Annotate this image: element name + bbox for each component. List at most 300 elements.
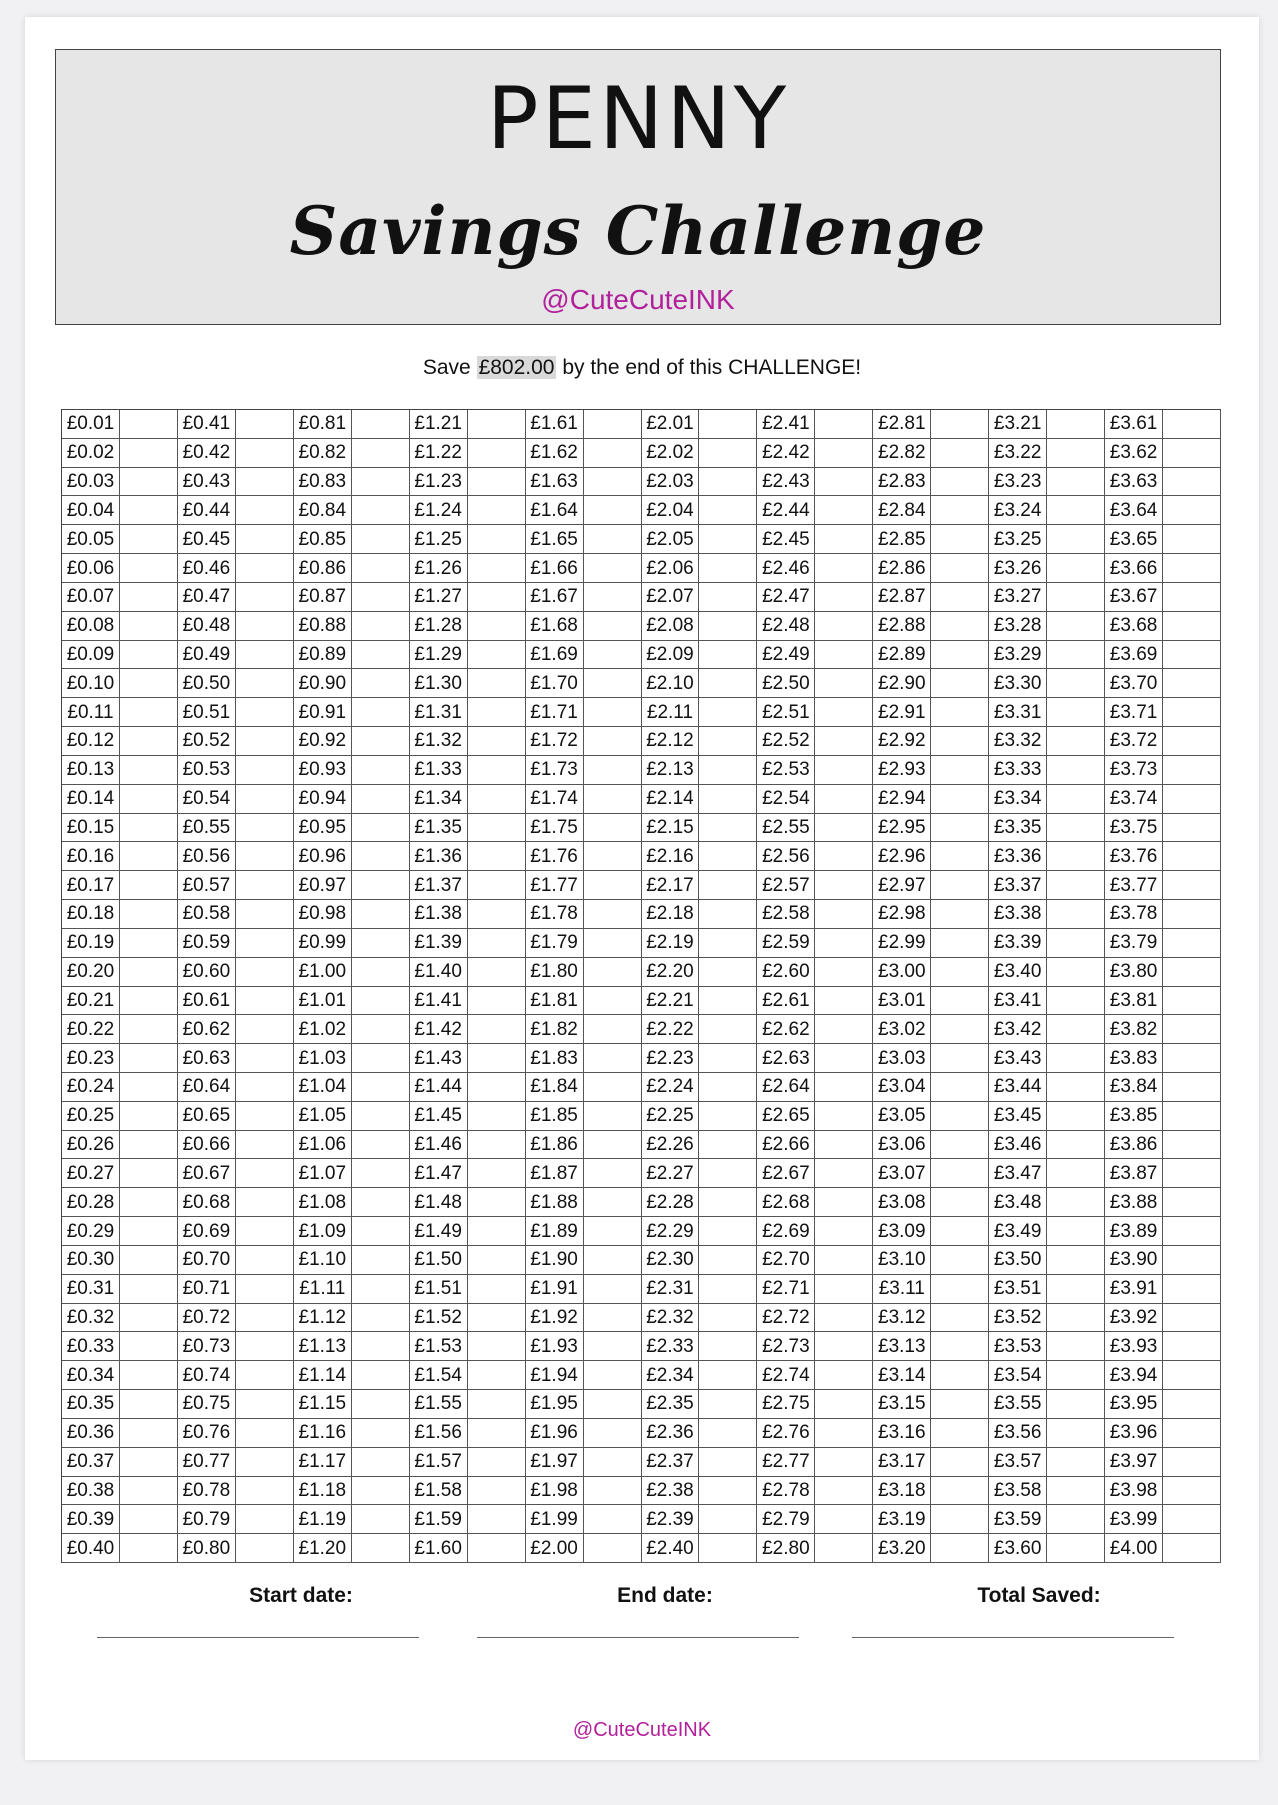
tick-box[interactable] — [584, 525, 642, 554]
tick-box[interactable] — [468, 1044, 526, 1073]
tick-box[interactable] — [352, 842, 410, 871]
tick-box[interactable] — [236, 1275, 294, 1304]
tick-box[interactable] — [236, 756, 294, 785]
tick-box[interactable] — [120, 1448, 178, 1477]
tick-box[interactable] — [1047, 410, 1105, 439]
tick-box[interactable] — [352, 1361, 410, 1390]
tick-box[interactable] — [1047, 525, 1105, 554]
tick-box[interactable] — [815, 1131, 873, 1160]
tick-box[interactable] — [352, 785, 410, 814]
tick-box[interactable] — [815, 727, 873, 756]
tick-box[interactable] — [931, 1477, 989, 1506]
tick-box[interactable] — [352, 468, 410, 497]
tick-box[interactable] — [236, 1102, 294, 1131]
tick-box[interactable] — [120, 698, 178, 727]
tick-box[interactable] — [1163, 958, 1221, 987]
tick-box[interactable] — [815, 641, 873, 670]
tick-box[interactable] — [236, 1534, 294, 1563]
tick-box[interactable] — [815, 554, 873, 583]
tick-box[interactable] — [236, 1159, 294, 1188]
tick-box[interactable] — [815, 1332, 873, 1361]
tick-box[interactable] — [815, 439, 873, 468]
tick-box[interactable] — [352, 439, 410, 468]
tick-box[interactable] — [815, 669, 873, 698]
tick-box[interactable] — [584, 785, 642, 814]
tick-box[interactable] — [931, 814, 989, 843]
tick-box[interactable] — [352, 669, 410, 698]
tick-box[interactable] — [1163, 1332, 1221, 1361]
tick-box[interactable] — [1047, 1534, 1105, 1563]
tick-box[interactable] — [352, 1304, 410, 1333]
tick-box[interactable] — [352, 554, 410, 583]
tick-box[interactable] — [468, 1332, 526, 1361]
tick-box[interactable] — [584, 1477, 642, 1506]
tick-box[interactable] — [699, 669, 757, 698]
tick-box[interactable] — [120, 1332, 178, 1361]
tick-box[interactable] — [468, 1361, 526, 1390]
tick-box[interactable] — [236, 958, 294, 987]
tick-box[interactable] — [815, 1534, 873, 1563]
tick-box[interactable] — [468, 1534, 526, 1563]
tick-box[interactable] — [352, 1534, 410, 1563]
tick-box[interactable] — [1163, 583, 1221, 612]
tick-box[interactable] — [699, 785, 757, 814]
tick-box[interactable] — [931, 1304, 989, 1333]
tick-box[interactable] — [699, 1044, 757, 1073]
tick-box[interactable] — [468, 987, 526, 1016]
tick-box[interactable] — [468, 1073, 526, 1102]
tick-box[interactable] — [120, 1073, 178, 1102]
tick-box[interactable] — [699, 1015, 757, 1044]
tick-box[interactable] — [120, 1505, 178, 1534]
tick-box[interactable] — [931, 929, 989, 958]
tick-box[interactable] — [584, 900, 642, 929]
tick-box[interactable] — [699, 814, 757, 843]
tick-box[interactable] — [352, 1505, 410, 1534]
tick-box[interactable] — [352, 1390, 410, 1419]
tick-box[interactable] — [815, 756, 873, 785]
tick-box[interactable] — [120, 525, 178, 554]
tick-box[interactable] — [584, 496, 642, 525]
tick-box[interactable] — [699, 958, 757, 987]
tick-box[interactable] — [699, 641, 757, 670]
tick-box[interactable] — [584, 1217, 642, 1246]
tick-box[interactable] — [120, 496, 178, 525]
tick-box[interactable] — [1163, 1304, 1221, 1333]
tick-box[interactable] — [1047, 1015, 1105, 1044]
tick-box[interactable] — [815, 1505, 873, 1534]
tick-box[interactable] — [236, 698, 294, 727]
tick-box[interactable] — [120, 1390, 178, 1419]
tick-box[interactable] — [699, 1390, 757, 1419]
tick-box[interactable] — [468, 1419, 526, 1448]
tick-box[interactable] — [815, 1102, 873, 1131]
tick-box[interactable] — [584, 583, 642, 612]
tick-box[interactable] — [352, 1044, 410, 1073]
tick-box[interactable] — [584, 612, 642, 641]
tick-box[interactable] — [352, 987, 410, 1016]
tick-box[interactable] — [120, 929, 178, 958]
tick-box[interactable] — [584, 1534, 642, 1563]
tick-box[interactable] — [815, 1361, 873, 1390]
tick-box[interactable] — [1163, 641, 1221, 670]
tick-box[interactable] — [1163, 612, 1221, 641]
tick-box[interactable] — [468, 871, 526, 900]
tick-box[interactable] — [236, 669, 294, 698]
tick-box[interactable] — [1047, 727, 1105, 756]
tick-box[interactable] — [468, 554, 526, 583]
tick-box[interactable] — [931, 410, 989, 439]
tick-box[interactable] — [1163, 929, 1221, 958]
tick-box[interactable] — [1163, 1246, 1221, 1275]
tick-box[interactable] — [236, 554, 294, 583]
tick-box[interactable] — [815, 1044, 873, 1073]
tick-box[interactable] — [815, 612, 873, 641]
tick-box[interactable] — [1047, 1102, 1105, 1131]
tick-box[interactable] — [236, 439, 294, 468]
tick-box[interactable] — [584, 669, 642, 698]
tick-box[interactable] — [468, 756, 526, 785]
tick-box[interactable] — [120, 1188, 178, 1217]
tick-box[interactable] — [1047, 1188, 1105, 1217]
tick-box[interactable] — [931, 1073, 989, 1102]
tick-box[interactable] — [815, 1390, 873, 1419]
tick-box[interactable] — [584, 756, 642, 785]
tick-box[interactable] — [1047, 929, 1105, 958]
tick-box[interactable] — [352, 1477, 410, 1506]
tick-box[interactable] — [931, 439, 989, 468]
tick-box[interactable] — [236, 525, 294, 554]
tick-box[interactable] — [931, 1448, 989, 1477]
tick-box[interactable] — [1047, 496, 1105, 525]
tick-box[interactable] — [120, 958, 178, 987]
tick-box[interactable] — [931, 641, 989, 670]
tick-box[interactable] — [468, 1304, 526, 1333]
tick-box[interactable] — [931, 554, 989, 583]
tick-box[interactable] — [468, 1275, 526, 1304]
tick-box[interactable] — [815, 1448, 873, 1477]
tick-box[interactable] — [352, 1419, 410, 1448]
tick-box[interactable] — [1163, 1390, 1221, 1419]
tick-box[interactable] — [1163, 1015, 1221, 1044]
tick-box[interactable] — [1163, 756, 1221, 785]
tick-box[interactable] — [931, 727, 989, 756]
tick-box[interactable] — [584, 698, 642, 727]
tick-box[interactable] — [699, 727, 757, 756]
tick-box[interactable] — [1163, 1505, 1221, 1534]
tick-box[interactable] — [1163, 525, 1221, 554]
tick-box[interactable] — [1047, 1246, 1105, 1275]
tick-box[interactable] — [468, 1448, 526, 1477]
tick-box[interactable] — [120, 439, 178, 468]
tick-box[interactable] — [236, 929, 294, 958]
tick-box[interactable] — [1163, 871, 1221, 900]
tick-box[interactable] — [1163, 439, 1221, 468]
tick-box[interactable] — [236, 612, 294, 641]
tick-box[interactable] — [931, 1505, 989, 1534]
tick-box[interactable] — [699, 842, 757, 871]
tick-box[interactable] — [931, 1390, 989, 1419]
tick-box[interactable] — [931, 468, 989, 497]
tick-box[interactable] — [236, 842, 294, 871]
tick-box[interactable] — [931, 1159, 989, 1188]
tick-box[interactable] — [236, 1505, 294, 1534]
tick-box[interactable] — [1163, 1188, 1221, 1217]
tick-box[interactable] — [468, 496, 526, 525]
tick-box[interactable] — [352, 583, 410, 612]
tick-box[interactable] — [584, 439, 642, 468]
tick-box[interactable] — [699, 871, 757, 900]
tick-box[interactable] — [584, 1275, 642, 1304]
tick-box[interactable] — [120, 583, 178, 612]
tick-box[interactable] — [352, 1102, 410, 1131]
tick-box[interactable] — [815, 525, 873, 554]
tick-box[interactable] — [468, 1217, 526, 1246]
tick-box[interactable] — [1047, 612, 1105, 641]
tick-box[interactable] — [236, 1332, 294, 1361]
tick-box[interactable] — [815, 1073, 873, 1102]
tick-box[interactable] — [236, 1131, 294, 1160]
tick-box[interactable] — [468, 1159, 526, 1188]
tick-box[interactable] — [815, 814, 873, 843]
tick-box[interactable] — [236, 1477, 294, 1506]
tick-box[interactable] — [931, 1044, 989, 1073]
tick-box[interactable] — [120, 900, 178, 929]
tick-box[interactable] — [931, 1015, 989, 1044]
tick-box[interactable] — [1163, 698, 1221, 727]
tick-box[interactable] — [1163, 900, 1221, 929]
tick-box[interactable] — [815, 929, 873, 958]
tick-box[interactable] — [120, 1044, 178, 1073]
tick-box[interactable] — [1047, 669, 1105, 698]
tick-box[interactable] — [815, 698, 873, 727]
tick-box[interactable] — [236, 814, 294, 843]
tick-box[interactable] — [931, 1332, 989, 1361]
tick-box[interactable] — [120, 468, 178, 497]
tick-box[interactable] — [236, 1419, 294, 1448]
tick-box[interactable] — [584, 958, 642, 987]
tick-box[interactable] — [584, 1505, 642, 1534]
tick-box[interactable] — [931, 1131, 989, 1160]
tick-box[interactable] — [468, 842, 526, 871]
tick-box[interactable] — [699, 410, 757, 439]
tick-box[interactable] — [584, 987, 642, 1016]
tick-box[interactable] — [699, 1332, 757, 1361]
tick-box[interactable] — [699, 439, 757, 468]
tick-box[interactable] — [468, 410, 526, 439]
tick-box[interactable] — [815, 1419, 873, 1448]
tick-box[interactable] — [236, 1015, 294, 1044]
tick-box[interactable] — [931, 583, 989, 612]
tick-box[interactable] — [352, 612, 410, 641]
tick-box[interactable] — [1047, 842, 1105, 871]
tick-box[interactable] — [120, 669, 178, 698]
tick-box[interactable] — [468, 1188, 526, 1217]
tick-box[interactable] — [931, 1275, 989, 1304]
tick-box[interactable] — [1163, 1534, 1221, 1563]
tick-box[interactable] — [1163, 842, 1221, 871]
tick-box[interactable] — [1163, 727, 1221, 756]
tick-box[interactable] — [1163, 669, 1221, 698]
tick-box[interactable] — [352, 1188, 410, 1217]
tick-box[interactable] — [468, 785, 526, 814]
tick-box[interactable] — [584, 1361, 642, 1390]
tick-box[interactable] — [1163, 814, 1221, 843]
tick-box[interactable] — [1047, 1275, 1105, 1304]
tick-box[interactable] — [352, 1246, 410, 1275]
tick-box[interactable] — [1163, 1217, 1221, 1246]
tick-box[interactable] — [1047, 756, 1105, 785]
tick-box[interactable] — [236, 871, 294, 900]
tick-box[interactable] — [699, 468, 757, 497]
tick-box[interactable] — [931, 496, 989, 525]
tick-box[interactable] — [815, 583, 873, 612]
tick-box[interactable] — [120, 814, 178, 843]
tick-box[interactable] — [1163, 1361, 1221, 1390]
tick-box[interactable] — [1047, 900, 1105, 929]
tick-box[interactable] — [468, 641, 526, 670]
tick-box[interactable] — [468, 900, 526, 929]
tick-box[interactable] — [931, 987, 989, 1016]
tick-box[interactable] — [1047, 1361, 1105, 1390]
tick-box[interactable] — [1047, 1131, 1105, 1160]
tick-box[interactable] — [584, 641, 642, 670]
tick-box[interactable] — [1163, 987, 1221, 1016]
tick-box[interactable] — [815, 1304, 873, 1333]
tick-box[interactable] — [815, 785, 873, 814]
tick-box[interactable] — [236, 1188, 294, 1217]
tick-box[interactable] — [468, 1390, 526, 1419]
tick-box[interactable] — [584, 1073, 642, 1102]
tick-box[interactable] — [699, 496, 757, 525]
tick-box[interactable] — [468, 929, 526, 958]
tick-box[interactable] — [1163, 1477, 1221, 1506]
tick-box[interactable] — [352, 900, 410, 929]
tick-box[interactable] — [352, 410, 410, 439]
tick-box[interactable] — [815, 1477, 873, 1506]
tick-box[interactable] — [468, 698, 526, 727]
tick-box[interactable] — [699, 929, 757, 958]
tick-box[interactable] — [699, 987, 757, 1016]
tick-box[interactable] — [468, 468, 526, 497]
tick-box[interactable] — [815, 1159, 873, 1188]
tick-box[interactable] — [931, 1246, 989, 1275]
tick-box[interactable] — [236, 785, 294, 814]
tick-box[interactable] — [699, 1159, 757, 1188]
tick-box[interactable] — [1047, 1073, 1105, 1102]
tick-box[interactable] — [1047, 1390, 1105, 1419]
tick-box[interactable] — [352, 496, 410, 525]
tick-box[interactable] — [1047, 1332, 1105, 1361]
tick-box[interactable] — [931, 1102, 989, 1131]
tick-box[interactable] — [584, 929, 642, 958]
tick-box[interactable] — [584, 410, 642, 439]
tick-box[interactable] — [584, 727, 642, 756]
tick-box[interactable] — [352, 814, 410, 843]
tick-box[interactable] — [468, 612, 526, 641]
tick-box[interactable] — [1163, 1102, 1221, 1131]
tick-box[interactable] — [352, 727, 410, 756]
tick-box[interactable] — [584, 814, 642, 843]
tick-box[interactable] — [120, 612, 178, 641]
tick-box[interactable] — [1163, 554, 1221, 583]
tick-box[interactable] — [468, 1246, 526, 1275]
tick-box[interactable] — [236, 1304, 294, 1333]
tick-box[interactable] — [120, 1217, 178, 1246]
tick-box[interactable] — [352, 525, 410, 554]
tick-box[interactable] — [931, 900, 989, 929]
tick-box[interactable] — [468, 1131, 526, 1160]
tick-box[interactable] — [699, 1188, 757, 1217]
tick-box[interactable] — [699, 1419, 757, 1448]
tick-box[interactable] — [120, 1102, 178, 1131]
tick-box[interactable] — [931, 1217, 989, 1246]
tick-box[interactable] — [120, 1534, 178, 1563]
tick-box[interactable] — [1047, 554, 1105, 583]
tick-box[interactable] — [1163, 1275, 1221, 1304]
tick-box[interactable] — [1047, 1044, 1105, 1073]
tick-box[interactable] — [699, 900, 757, 929]
tick-box[interactable] — [468, 1477, 526, 1506]
tick-box[interactable] — [468, 583, 526, 612]
tick-box[interactable] — [236, 583, 294, 612]
tick-box[interactable] — [468, 525, 526, 554]
tick-box[interactable] — [120, 1246, 178, 1275]
tick-box[interactable] — [120, 1159, 178, 1188]
tick-box[interactable] — [699, 1361, 757, 1390]
tick-box[interactable] — [1047, 814, 1105, 843]
tick-box[interactable] — [236, 1390, 294, 1419]
tick-box[interactable] — [120, 410, 178, 439]
tick-box[interactable] — [236, 468, 294, 497]
tick-box[interactable] — [352, 1217, 410, 1246]
tick-box[interactable] — [815, 1188, 873, 1217]
tick-box[interactable] — [931, 669, 989, 698]
tick-box[interactable] — [236, 496, 294, 525]
tick-box[interactable] — [1047, 468, 1105, 497]
tick-box[interactable] — [1047, 698, 1105, 727]
tick-box[interactable] — [236, 1246, 294, 1275]
total-saved-field[interactable] — [852, 1637, 1174, 1638]
tick-box[interactable] — [1163, 1419, 1221, 1448]
tick-box[interactable] — [1047, 958, 1105, 987]
tick-box[interactable] — [352, 1015, 410, 1044]
tick-box[interactable] — [352, 641, 410, 670]
tick-box[interactable] — [699, 525, 757, 554]
tick-box[interactable] — [120, 842, 178, 871]
tick-box[interactable] — [815, 1015, 873, 1044]
tick-box[interactable] — [584, 468, 642, 497]
tick-box[interactable] — [584, 1131, 642, 1160]
tick-box[interactable] — [584, 842, 642, 871]
tick-box[interactable] — [931, 756, 989, 785]
tick-box[interactable] — [468, 439, 526, 468]
tick-box[interactable] — [699, 698, 757, 727]
tick-box[interactable] — [120, 1304, 178, 1333]
tick-box[interactable] — [815, 1246, 873, 1275]
tick-box[interactable] — [699, 1131, 757, 1160]
tick-box[interactable] — [468, 669, 526, 698]
tick-box[interactable] — [699, 583, 757, 612]
tick-box[interactable] — [699, 756, 757, 785]
tick-box[interactable] — [236, 1073, 294, 1102]
tick-box[interactable] — [931, 612, 989, 641]
tick-box[interactable] — [1047, 1217, 1105, 1246]
tick-box[interactable] — [1163, 1073, 1221, 1102]
tick-box[interactable] — [815, 842, 873, 871]
tick-box[interactable] — [120, 1477, 178, 1506]
tick-box[interactable] — [352, 1448, 410, 1477]
